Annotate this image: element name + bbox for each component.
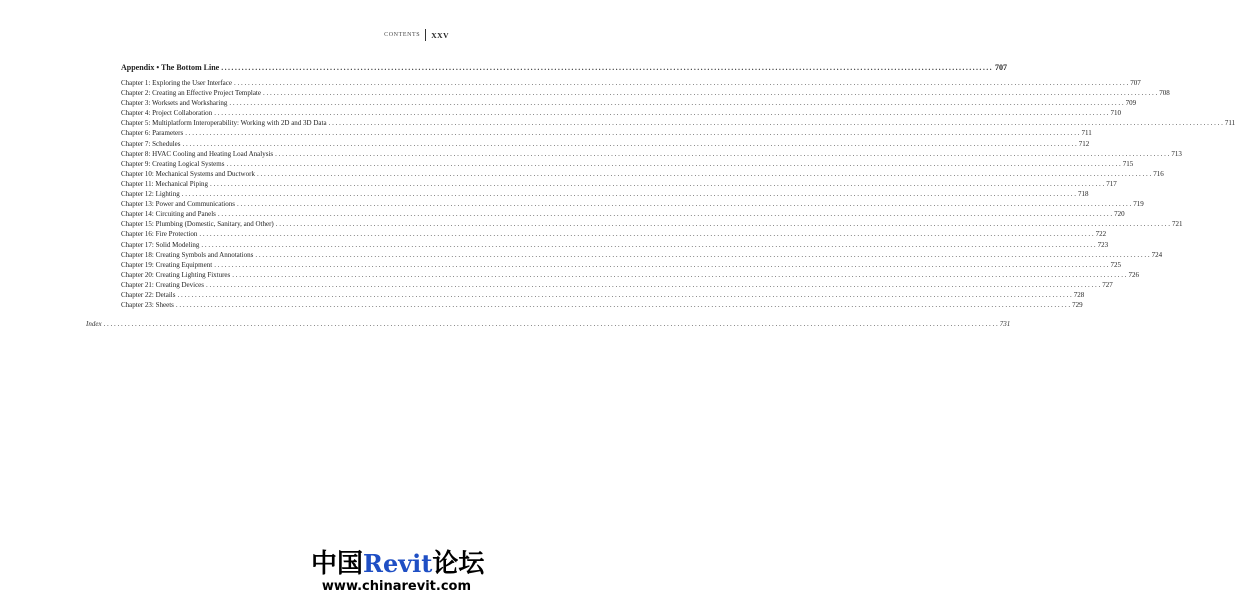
toc-entry[interactable] <box>121 300 1083 310</box>
toc-entry-label: Chapter 7: Schedules <box>121 139 181 148</box>
toc-entry-label: Chapter 16: Fire Protection <box>121 230 198 239</box>
toc-entry[interactable] <box>121 108 1121 118</box>
running-head <box>384 29 449 41</box>
toc-entry-label: Chapter 11: Mechanical Piping <box>121 179 209 188</box>
site-watermark <box>311 549 485 594</box>
toc-entry-label: Chapter 19: Creating Equipment <box>121 260 213 269</box>
toc-entry[interactable] <box>121 149 1182 159</box>
running-head-page-number: XXV <box>431 30 449 40</box>
toc-entry-page: 707 <box>1130 79 1141 87</box>
toc-entry-label: Chapter 5: Multiplatform Interoperability: Working with 2D and 3D Data <box>121 119 327 128</box>
toc-entry-label: Chapter 23: Sheets <box>121 301 174 310</box>
watermark-url: www.chinarevit.com <box>321 579 471 594</box>
toc-entry-label: Chapter 4: Project Collaboration <box>121 109 213 118</box>
toc-entry[interactable] <box>121 128 1092 138</box>
toc-entry[interactable] <box>121 159 1134 169</box>
toc-entry-page: 729 <box>1072 301 1083 310</box>
dot-leader <box>183 139 1077 149</box>
toc-entry-label: Chapter 1: Exploring the User Interface <box>121 79 232 87</box>
dot-leader <box>214 260 1108 270</box>
toc-entry-page: 709 <box>1125 99 1137 108</box>
toc-entry-page: 715 <box>1122 159 1134 168</box>
dot-leader <box>214 108 1108 118</box>
dot-leader <box>263 88 1157 98</box>
appendix-heading-label: Appendix • The Bottom Line <box>121 63 220 72</box>
toc-entry-label: Chapter 18: Creating Symbols and Annotations <box>121 250 254 259</box>
dot-leader <box>226 159 1120 169</box>
toc-entry[interactable] <box>121 290 1085 300</box>
toc-entry-label: Chapter 20: Creating Lighting Fixtures <box>121 270 231 279</box>
dot-leader <box>276 219 1170 229</box>
toc-entry-page: 728 <box>1073 290 1085 299</box>
toc-entry[interactable] <box>121 270 1140 280</box>
toc-entry[interactable] <box>121 189 1089 199</box>
toc-entry-label: Chapter 13: Power and Communications <box>121 200 235 209</box>
toc-entry-page: 716 <box>1153 169 1164 178</box>
dot-leader <box>185 128 1079 138</box>
toc-entry-label: Chapter 22: Details <box>121 290 176 299</box>
toc-entry-page: 717 <box>1106 179 1117 188</box>
watermark-brand: Revit <box>363 549 433 578</box>
running-head-section: CONTENTS <box>384 32 421 38</box>
toc-entry-page: 711 <box>1224 119 1235 128</box>
dot-leader <box>206 280 1100 290</box>
toc-entry[interactable] <box>121 78 1141 88</box>
dot-leader <box>237 199 1131 209</box>
dot-leader <box>232 270 1126 280</box>
dot-leader <box>234 78 1128 88</box>
toc-entry[interactable] <box>121 199 1144 209</box>
appendix-entry-list <box>121 78 1235 310</box>
toc-entry[interactable] <box>121 209 1125 219</box>
dot-leader <box>229 98 1123 108</box>
toc-entry-label: Chapter 10: Mechanical Systems and Ductwork <box>121 169 255 178</box>
dot-leader <box>210 179 1104 189</box>
toc-entry-page: 721 <box>1172 220 1183 229</box>
toc-entry[interactable] <box>121 98 1137 108</box>
toc-entry-page: 727 <box>1102 280 1113 289</box>
toc-entry[interactable] <box>121 219 1183 229</box>
toc-entry-label: Chapter 2: Creating an Effective Project Template <box>121 89 261 98</box>
dot-leader <box>255 250 1149 260</box>
toc-entry[interactable] <box>121 139 1090 149</box>
appendix-heading[interactable] <box>121 63 1008 75</box>
table-of-contents <box>121 63 1235 310</box>
watermark-cn-suffix: 论坛 <box>432 549 485 579</box>
toc-entry[interactable] <box>121 229 1107 239</box>
toc-entry[interactable] <box>121 250 1163 260</box>
toc-entry-label: Chapter 8: HVAC Cooling and Heating Load Analysis <box>121 149 274 158</box>
dot-leader <box>177 290 1071 300</box>
toc-entry[interactable] <box>121 88 1170 98</box>
index-page: 731 <box>999 320 1011 328</box>
watermark-logo <box>311 549 485 579</box>
toc-entry-page: 718 <box>1077 190 1089 199</box>
toc-entry-page: 712 <box>1078 139 1090 148</box>
toc-entry-page: 726 <box>1128 270 1140 279</box>
index-label: Index <box>86 320 102 328</box>
toc-entry-page: 708 <box>1159 89 1170 98</box>
dot-leader <box>221 63 993 72</box>
toc-entry[interactable] <box>121 280 1113 290</box>
appendix-heading-page: 707 <box>995 63 1008 72</box>
toc-entry-page: 719 <box>1133 200 1144 209</box>
watermark-cn-prefix: 中国 <box>311 549 364 579</box>
toc-entry-page: 713 <box>1171 149 1182 158</box>
toc-entry-page: 725 <box>1110 260 1121 269</box>
toc-entry-label: Chapter 17: Solid Modeling <box>121 240 200 249</box>
toc-entry-page: 723 <box>1097 240 1109 249</box>
dot-leader <box>257 169 1151 179</box>
toc-entry-label: Chapter 3: Worksets and Worksharing <box>121 99 228 108</box>
dot-leader <box>275 149 1169 159</box>
dot-leader <box>199 229 1093 239</box>
toc-entry-label: Chapter 15: Plumbing (Domestic, Sanitary, and Other) <box>121 220 274 229</box>
index-entry[interactable] <box>86 320 1011 331</box>
dot-leader <box>218 209 1112 219</box>
toc-entry-page: 710 <box>1110 109 1121 118</box>
toc-entry-label: Chapter 14: Circuiting and Panels <box>121 210 216 219</box>
toc-entry-label: Chapter 21: Creating Devices <box>121 280 205 289</box>
dot-leader <box>201 240 1095 250</box>
toc-entry-page: 724 <box>1151 250 1163 259</box>
toc-entry-page: 722 <box>1095 230 1107 239</box>
toc-entry[interactable] <box>121 260 1121 270</box>
toc-entry-page: 720 <box>1114 210 1125 219</box>
toc-entry-label: Chapter 6: Parameters <box>121 129 184 138</box>
toc-entry[interactable] <box>121 240 1109 250</box>
toc-entry[interactable] <box>121 118 1235 128</box>
toc-entry[interactable] <box>121 179 1117 189</box>
toc-entry[interactable] <box>121 169 1164 179</box>
toc-entry-label: Chapter 12: Lighting <box>121 190 180 199</box>
toc-entry-page: 711 <box>1081 129 1092 138</box>
dot-leader <box>329 118 1223 128</box>
dot-leader <box>182 189 1076 199</box>
toc-entry-label: Chapter 9: Creating Logical Systems <box>121 159 225 168</box>
dot-leader <box>176 300 1070 310</box>
dot-leader <box>104 320 998 328</box>
